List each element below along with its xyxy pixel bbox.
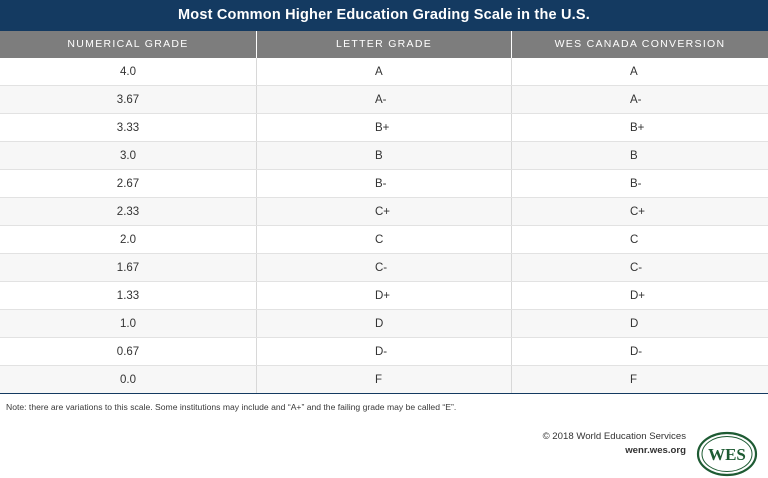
cell-wes-canada-conversion: C-	[630, 261, 643, 274]
cell-letter-grade: D	[256, 310, 512, 337]
cell-letter-grade: C	[256, 226, 512, 253]
cell-letter-grade: F	[256, 366, 512, 393]
wes-logo-icon	[696, 430, 758, 478]
cell-numerical-grade: 3.67	[116, 93, 140, 106]
table-row	[0, 142, 768, 170]
footer-credits	[543, 430, 686, 458]
cell-wes-canada-conversion: A	[630, 65, 638, 78]
wes-logo	[696, 430, 758, 478]
cell-numerical-grade: 1.33	[116, 289, 140, 302]
cell-wes-canada-conversion: D	[630, 317, 639, 330]
cell-wes-canada-conversion: C+	[630, 205, 646, 218]
website-text: wenr.wes.org	[625, 444, 686, 456]
cell-letter-grade: C+	[256, 198, 512, 225]
column-header-wes-canada-conversion: WES CANADA CONVERSION	[554, 38, 726, 51]
cell-wes-canada-conversion: B+	[630, 121, 645, 134]
table-row	[0, 310, 768, 338]
table-row	[0, 366, 768, 394]
cell-numerical-grade: 2.33	[116, 205, 140, 218]
title-bar	[0, 0, 768, 31]
cell-letter-grade: A	[256, 58, 512, 85]
copyright-text: © 2018 World Education Services	[542, 431, 686, 442]
table-row	[0, 86, 768, 114]
cell-letter-grade: D-	[256, 338, 512, 365]
footer	[0, 412, 768, 478]
cell-wes-canada-conversion: B	[630, 149, 638, 162]
page-title: Most Common Higher Education Grading Scale in the U.S.	[177, 7, 590, 24]
table-row	[0, 114, 768, 142]
cell-numerical-grade: 0.67	[116, 345, 140, 358]
cell-numerical-grade: 4.0	[120, 65, 136, 78]
cell-letter-grade: B+	[256, 114, 512, 141]
footnote: Note: there are variations to this scale. Some institutions may include and “A+” and the failing grade may be called “E”.	[6, 402, 457, 412]
cell-letter-grade: A-	[256, 86, 512, 113]
cell-letter-grade: B-	[256, 170, 512, 197]
table-row	[0, 282, 768, 310]
cell-numerical-grade: 3.0	[120, 149, 136, 162]
cell-wes-canada-conversion: D+	[630, 289, 646, 302]
column-header-numerical-grade: NUMERICAL GRADE	[67, 38, 189, 51]
cell-wes-canada-conversion: F	[630, 373, 638, 386]
column-header-letter-grade: LETTER GRADE	[256, 31, 512, 58]
cell-letter-grade: C-	[256, 254, 512, 281]
cell-numerical-grade: 2.67	[116, 177, 140, 190]
grading-scale-table	[0, 58, 768, 394]
cell-wes-canada-conversion: B-	[630, 177, 642, 190]
table-row	[0, 338, 768, 366]
cell-letter-grade: B	[256, 142, 512, 169]
cell-wes-canada-conversion: A-	[630, 93, 642, 106]
table-row	[0, 58, 768, 86]
table-row	[0, 198, 768, 226]
table-header-row	[0, 31, 768, 58]
cell-numerical-grade: 3.33	[116, 121, 140, 134]
cell-numerical-grade: 0.0	[120, 373, 136, 386]
table-row	[0, 226, 768, 254]
wes-logo-text: WES	[708, 445, 746, 464]
cell-letter-grade: D+	[256, 282, 512, 309]
cell-wes-canada-conversion: C	[630, 233, 639, 246]
table-row	[0, 254, 768, 282]
table-row	[0, 170, 768, 198]
cell-numerical-grade: 1.67	[116, 261, 140, 274]
cell-numerical-grade: 1.0	[120, 317, 136, 330]
cell-numerical-grade: 2.0	[120, 233, 136, 246]
cell-wes-canada-conversion: D-	[630, 345, 643, 358]
